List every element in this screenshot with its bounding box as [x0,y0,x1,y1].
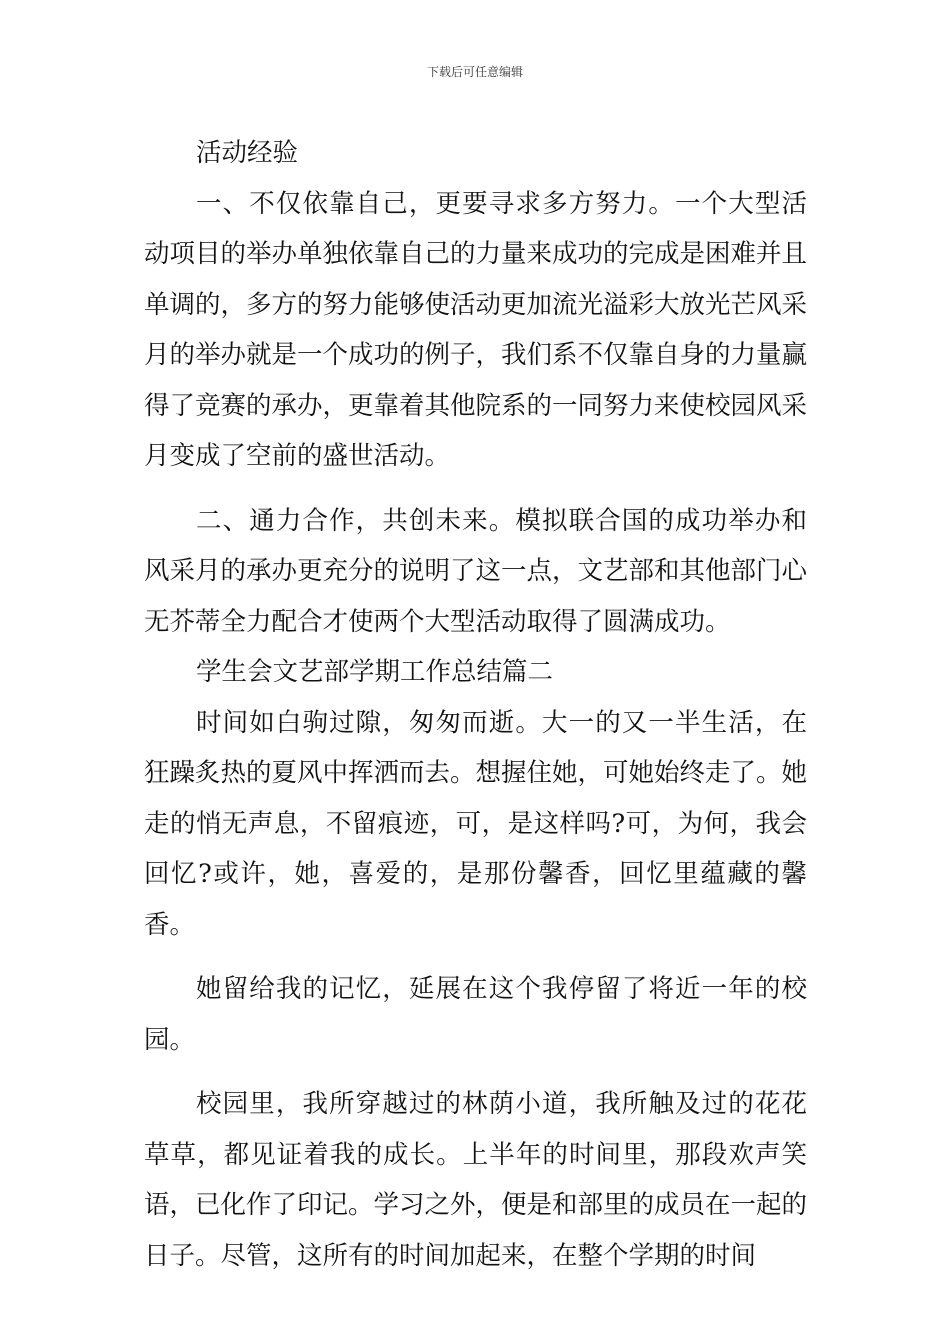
article-title: 学生会文艺部学期工作总结篇二 [196,657,554,687]
body-paragraph: 时间如白驹过隙，匆匆而逝。大一的又一半生活，在狂躁炙热的夏风中挥洒而去。想握住她，可她始终走了。她走的悄无声息，不留痕迹，可，是这样吗?可，为何，我会回忆?或许，她，喜爱的，是那份馨香，回忆里蕴藏的馨香。 [144,707,808,940]
body-paragraph: 一、不仅依靠自己，更要寻求多方努力。一个大型活动项目的举办单独依靠自己的力量来成功的完成是困难并且单调的，多方的努力能够使活动更加流光溢彩大放光芒风采月的举办就是一个成功的例子，我们系不仅靠自身的力量赢得了竞赛的承办，更靠着其他院系的一同努力来使校园风采月变成了空前的盛世活动。 [144,188,808,471]
body-paragraph: 校园里，我所穿越过的林荫小道，我所触及过的花花草草，都见证着我的成长。上半年的时间里，那段欢声笑语，已化作了印记。学习之外，便是和部里的成员在一起的日子。尽管，这所有的时间加起来，在整个学期的时间 [144,1089,808,1271]
body-paragraph: 二、通力合作，共创未来。模拟联合国的成功举办和风采月的承办更充分的说明了这一点，文艺部和其他部门心无芥蒂全力配合才使两个大型活动取得了圆满成功。 [144,505,808,637]
page-header: 下载后可任意编辑 [426,65,523,79]
document-body [144,128,807,1281]
section-heading: 活动经验 [196,138,299,168]
body-paragraph: 她留给我的记忆，延展在这个我停留了将近一年的校园。 [144,974,807,1055]
